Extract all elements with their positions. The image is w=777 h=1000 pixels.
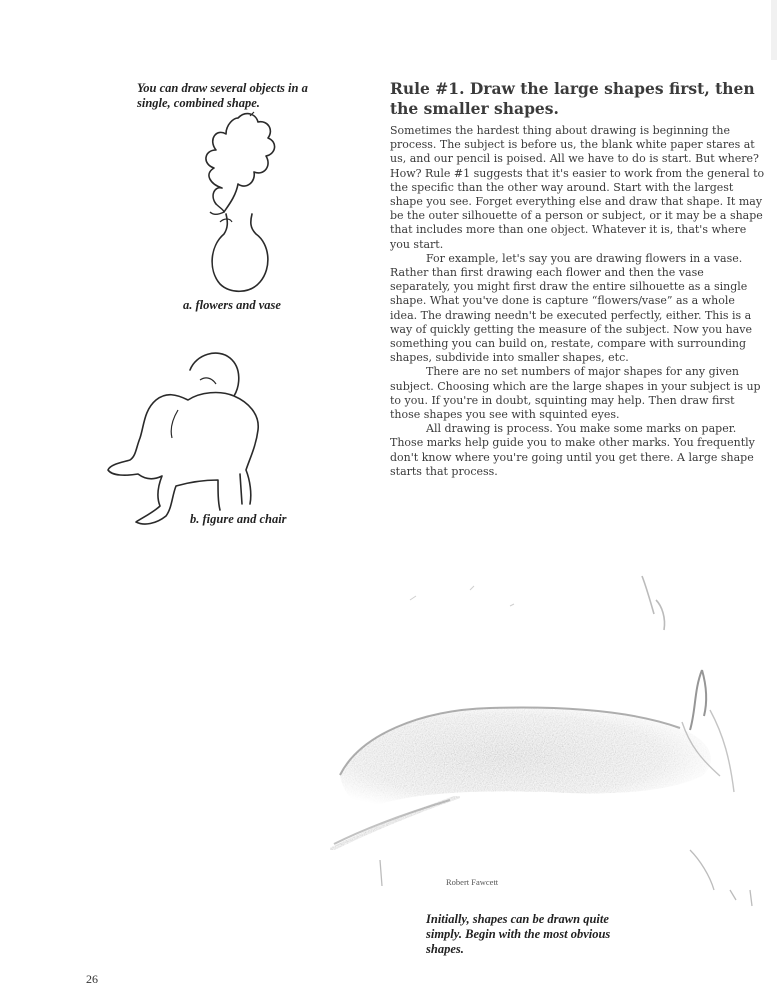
paragraph-2: For example, let's say you are drawing flowers in a vase. Rather than first drawing each flower and then the vase separately, you might first draw the entire silhouette as a single shape. What you've done is capture “flowers/vase” as a whole idea. The drawing needn't be executed perfectly, either. This is a way of quickly getting the measure of the subject. Now you have something you can build on, restate, compare with surrounding shapes, subdivide into smaller shapes, etc. [390, 251, 753, 365]
caption-initial-shapes: Initially, shapes can be drawn quite simply. Begin with the most obvious shapes. [426, 912, 611, 956]
page-number: 26 [86, 972, 98, 986]
body-text [390, 124, 765, 479]
graphite-sketch [310, 560, 760, 920]
page-edge [771, 0, 777, 60]
paragraph-4: All drawing is process. You make some marks on paper. Those marks help guide you to make other marks. You frequently don't know where you're going until you get there. A large shape starts that process. [390, 422, 755, 478]
paragraph-1: Sometimes the hardest thing about drawing is beginning the process. The subject is before us, the blank white paper stares at us, and our pencil is poised. All we have to do is start. But where? How? Rule #1 suggests that it's easier to work from the general to the specific than the other way around. Start with the largest shape you see. Forget everything else and draw that shape. It may be the outer silhouette of a person or subject, or it may be a shape that includes more than one object. Whatever it is, that's where you start. [390, 124, 765, 251]
artist-credit: Robert Fawcett [446, 877, 499, 887]
rule-heading: Rule #1. Draw the large shapes first, then the smaller shapes. [390, 79, 755, 118]
flowers-vase-sketch [180, 110, 300, 300]
paragraph-3: There are no set numbers of major shapes for any given subject. Choosing which are the large shapes in your subject is up to you. If you're in doubt, squinting may help. Then draw first those shapes you see with squinted eyes. [390, 365, 761, 422]
caption-figure-chair: b. figure and chair [190, 512, 287, 526]
caption-flowers-vase: a. flowers and vase [183, 298, 281, 312]
caption-combined-shape: You can draw several objects in a single, combined shape. [137, 81, 308, 110]
figure-chair-sketch [100, 330, 280, 530]
